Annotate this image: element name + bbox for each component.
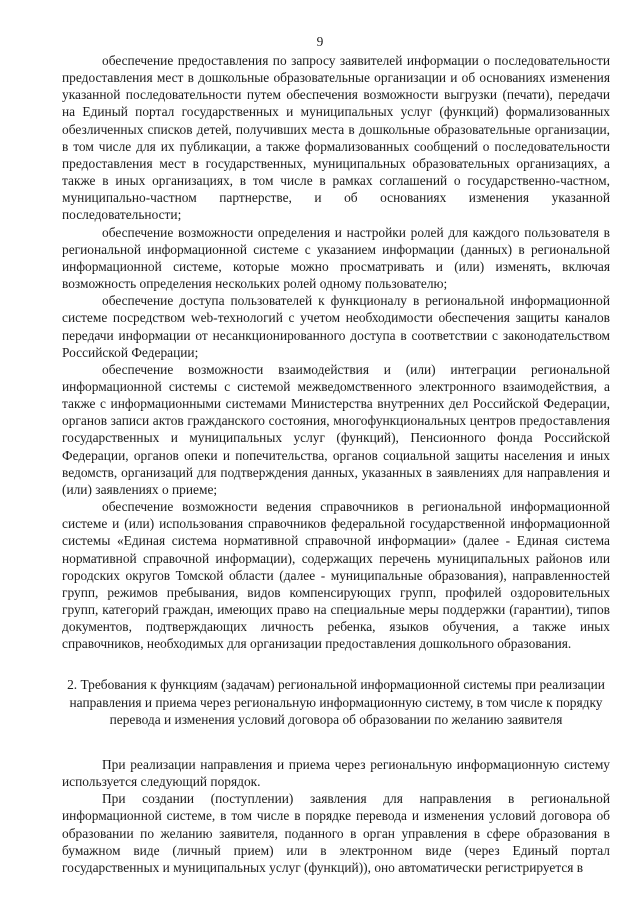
page-number: 9 xyxy=(316,34,324,49)
paragraph-3: обеспечение доступа пользователей к функционалу в региональной информационной системе посредством web-технологий с учетом необходимости обеспечения защиты каналов передачи информации от несанкционированного доступа в соответствии с законодательством Российской Федерации; xyxy=(62,293,610,360)
paragraph-6: При реализации направления и приема через региональную информационную систему используется следующий порядок. xyxy=(62,756,610,790)
paragraph-4: обеспечение возможности взаимодействия и (или) интеграции региональной информационной системы с системой межведомственного электронного взаимодействия, а также с информационными системами Министерства внутренних дел Российской Федерации, органов записи актов гражданского состояния, многофункциональных центров предоставления государственных и муниципальных услуг (функций), Пенсионного фонда Российской Федерации, органов опеки и попечительства, органов социальной защиты населения и иных ведомств, организаций для подтверждения данных, указанных в заявлениях для направления и (или) заявлениях о приеме; xyxy=(62,361,610,497)
paragraph-2: обеспечение возможности определения и настройки ролей для каждого пользователя в региональной информационной системе с указанием информации (данных) в региональной информационной системе, которые можно просматривать и (или) изменять, включая возможность определения нескольких ролей одному пользователю; xyxy=(62,224,610,292)
section-spacer xyxy=(62,728,610,756)
paragraph-5: обеспечение возможности ведения справочников в региональной информационной системе и (или) использования справочников федеральной государственной информационной системы «Единая система нормативной справочной информации» (далее - Единая система нормативной справочной информации), содержащих перечень муниципальных районов или городских округов Томской области (далее - муниципальные образования), направленностей групп, режимов пребывания, видов компенсирующих групп, профилей оздоровительных групп, категорий граждан, имеющих право на специальные меры поддержки (гарантии), типов документов, подтверждающих личность ребенка, языков обучения, а также иных справочников, необходимых для организации предоставления дошкольного образования. xyxy=(62,499,610,652)
paragraph-7: При создании (поступлении) заявления для направления в региональной информационной системе, в том числе в порядке перевода и изменения условий договора об образовании по желанию заявителя, поданного в орган управления в сфере образования в бумажном виде (личный прием) или в электронном виде (через Единый портал государственных и муниципальных услуг (функций)), оно автоматически регистрируется в xyxy=(62,791,610,875)
paragraph-1: обеспечение предоставления по запросу заявителей информации о последовательности предоставления мест в дошкольные образовательные организации и об основаниях изменения указанной последовательности путем обеспечения возможности выгрузки (печати), передачи на Единый портал государственных и муниципальных услуг (функций) формализованных обезличенных списков детей, получивших места в дошкольные образовательные организации, в том числе для их публикации, а также формализованных сообщений о последовательности предоставления мест в государственных, муниципальных образовательных организациях, а также в иных организациях, в том числе в рамках соглашений о государственно-частном, муниципально-частном партнерстве, и об основаниях изменения указанной последовательности; xyxy=(62,53,610,223)
document-body xyxy=(62,52,610,876)
section-heading: 2. Требования к функциям (задачам) региональной информационной системы при реализации направления и приема через региональную информационную систему, в том числе к порядку перевода и изменения условий договора об образовании по желанию заявителя xyxy=(67,677,605,727)
